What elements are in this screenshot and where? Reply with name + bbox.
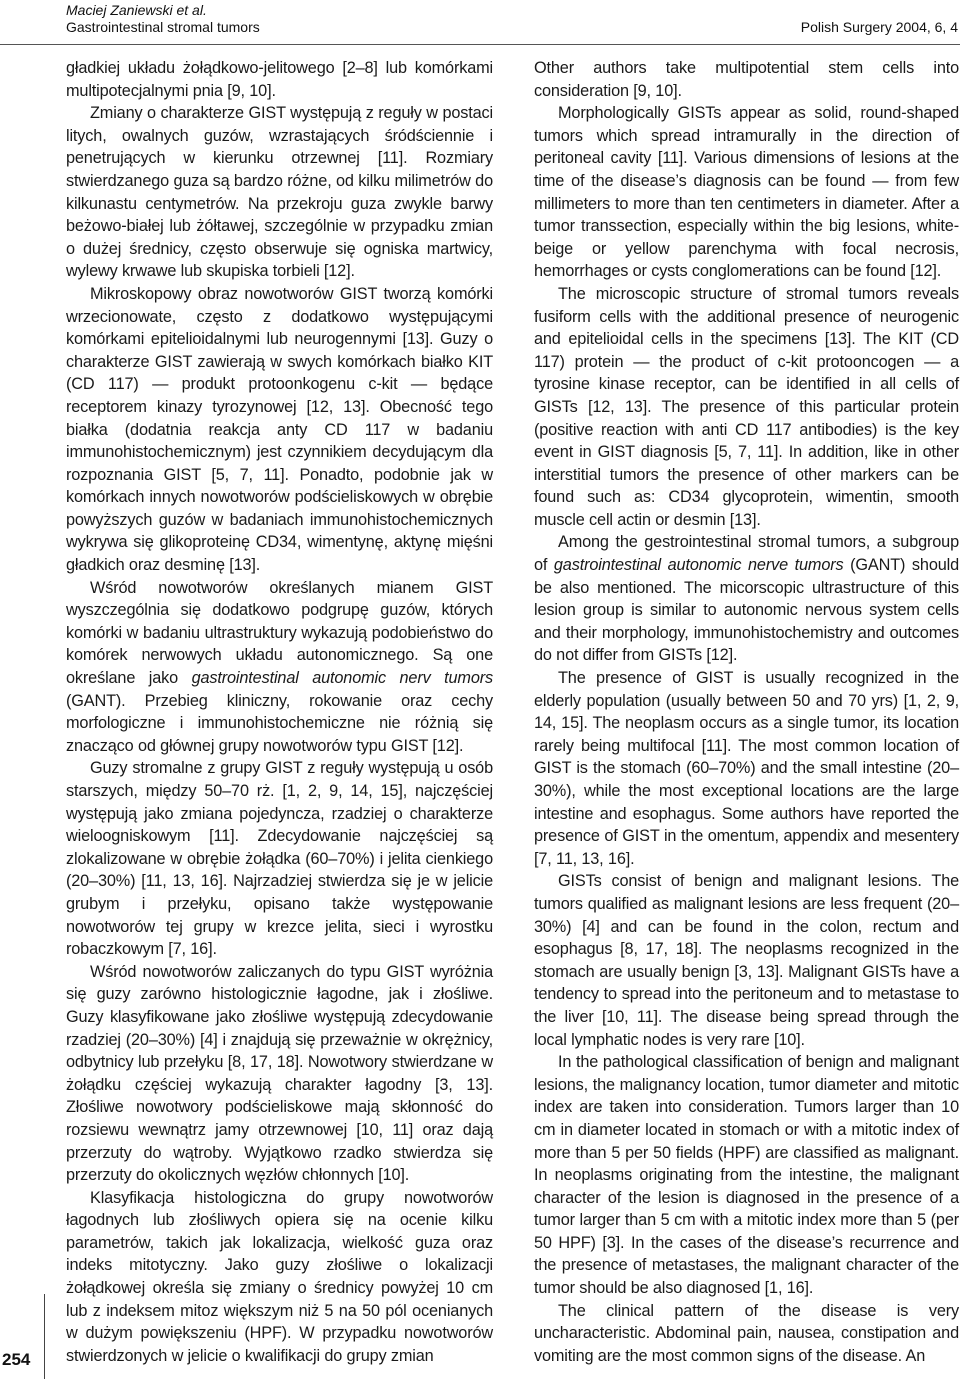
italic-term: gastrointestinal autonomic nerv tumors [191,669,493,688]
paragraph [66,577,493,758]
paragraph: Morphologically GISTs appear as solid, round-shaped tumors which spread intramurally in the direction of peritoneal cavity [11]. Various dimensions of lesions at the time of the disease’s diagnosis can be found — from few millimeters to more than ten centimeters in diameter. After a tumor transsection, especially within the big lesions, white-beige or yellow parenchyma with focal necrosis, hemorrhages or cysts conglomerations can be found [12]. [534,104,959,281]
paragraph: gładkiej układu żołądkowo-jelitowego [2–8] lub komórkami multipotecjalnymi pnia [9, 10]. [66,59,493,100]
paragraph-text: (GANT). Przebieg kliniczny, rokowanie oraz cechy morfologiczne i immunohistochemiczne nie różnią się znacząco od głównej grupy nowotworów typu GIST [12]. [66,691,493,755]
paragraph: The microscopic structure of stromal tumors reveals fusiform cells with the additional presence of neurogenic and epitelioidal cells in the specimens [13]. The KIT (CD 117) protein — the product of c-kit protooncogen — a tyrosine kinase receptor, can be identified in all cells of GISTs [12, 13]. The presence of this particular protein (positive reaction with anti CD 117 antibodies) is the key event in GIST diagnosis [5, 7, 11]. In addition, like in other interstitial tumors the presence of other markers can be found such as: CD34 glycoprotein, wimentin, smooth muscle cell actin or desmin [13]. [534,284,959,529]
running-header [0,0,960,45]
paragraph: Wśród nowotworów zaliczanych do typu GIST wyróżnia się guzy zarówno histologicznie łagodne, jak i złośliwe. Guzy klasyfikowane jako złośliwe występują zdecydowanie rzadziej (20–30%) [4] i znajdują się przeważnie w okrężnicy, odbytnicy lub przełyku [8, 17, 18]. Nowotwory stwierdzane w żołądku częściej wykazują charakter łagodny [3, 13]. Złośliwe nowotwory podścieliskowe mają skłonność do rozsiewu wewnątrz jamy otrzewnowej [10, 11] oraz dają przerzuty do wątroby. Wyjątkowo rzadko stwierdza się przerzuty do okolicznych węzłów chłonnych [10]. [66,962,493,1185]
paragraph: The presence of GIST is usually recognized in the elderly population (usually between 50 and 70 yrs) [1, 2, 9, 14, 15]. The neoplasm occurs as a single tumor, its location rarely being multifocal [11]. The most common location of GIST is the stomach (60–70%) and the small intestine (20–30%), while the most exceptional locations are the large intestine and esophagus. Some authors have reported the presence of GIST in the omentum, appendix and mesentery [7, 11, 13, 16]. [534,669,959,868]
paragraph-text: Among the gestrointestinal stromal tumors, a subgroup of [534,533,959,575]
paragraph-text: (GANT) should be also mentioned. The micorscopic ultrastructure of this lesion group is similar to autonomic nervous system cells and their morphology, immunohistochemistry and outcomes do not differ from GISTs [12]. [534,556,959,665]
paragraph: Guzy stromalne z grupy GIST z reguły występują u osób starszych, między 50–70 rż. [1, 2, 9, 14, 15], najczęściej występują jako zmiana pojedyncza, rzadziej o charakterze wieloogniskowym [11]. Zdecydowanie najczęściej są zlokalizowane w obrębie żołądka (60–70%) i jelita cienkiego (20–30%) [11, 13, 16]. Najrzadziej stwierdza się je w jelicie grubym i przełyku, opisano także występowanie nowotworów tej grupy w krezce jelita, sieci i wyrostku robaczkowym [7, 16]. [66,759,493,959]
article-title: Gastrointestinal stromal tumors [66,19,260,35]
italic-term: gastrointestinal autonomic nerve tumors [553,556,844,575]
paragraph-text: Wśród nowotworów określanych mianem GIST wyszczególnia się dodatkowo podgrupę guzów, których komórki w badaniu ultrastruktury wykazują podobieństwo do komórek nerwowych układu autonomicznego. Są one określane jako [66,578,493,688]
left-column [66,57,493,1367]
paragraph: Zmiany o charakterze GIST występują z reguły w postaci litych, owalnych guzów, wzrastających śródściennie i penetrujących w kierunku otrzewnej [11]. Rozmiary stwierdzanego guza są bardzo różne, od kilku milimetrów do kilkunastu centymetrów. Na przekroju guza zwykle barwy beżowo-białej lub żółtawej, szczególnie w przypadku zmian o dużej średnicy, często obserwuje się ogniska martwicy, wylewy krwawe lub skupiska torbieli [12]. [66,104,493,281]
paragraph: The clinical pattern of the disease is very uncharacteristic. Abdominal pain, nausea, constipation and vomiting are the most common signs of the disease. An [534,1301,959,1365]
header-left [66,2,260,36]
paragraph: In the pathological classification of benign and malignant lesions, the malignancy location, tumor diameter and mitotic index are taken into consideration. Tumors larger than 10 cm in diameter located in stomach or with a mitotic index of more than 5 per 50 fields (HPF) are classified as malignant. In neoplasms originating from the intestine, the malignant character of the lesion is diagnosed in the presence of a tumor larger than 5 cm with a mitotic index more than 5 (per 50 HPF) [3]. In the cases of the disease’s recurrence and the presence of metastases, the malignant character of the tumor should be also diagnosed [1, 16]. [534,1053,959,1298]
journal-citation: Polish Surgery 2004, 6, 4 [800,19,958,35]
page-number: 254 [2,1350,31,1369]
right-column [534,57,959,1367]
paragraph: Klasyfikacja histologiczna do grupy nowotworów łagodnych lub złośliwych opiera się na ocenie kilku parametrów, takich jak lokalizacja, wielkość guza oraz indeks mitotyczny. Jako guzy złośliwe o lokalizacji żołądkowej określa się zmiany o średnicy powyżej 10 cm lub z indeksem mitoz większym niż 5 na 50 pól ocenianych w dużym powiększeniu (HPF). W przypadku nowotworów stwierdzonych w jelicie o kwalifikacji do grupy zmian [66,1188,493,1365]
paragraph: Mikroskopowy obraz nowotworów GIST tworzą komórki wrzecionowate, często z dodatkowo występującymi komórkami epitelioidalnymi lub neurogennymi [13]. Guzy o charakterze GIST zawierają w swych komórkach białko KIT (CD 117) — produkt protoonkogenu c-kit — będące receptorem kinazy tyrozynowej [12, 13]. Obecność tego białka (dodatnia reakcja anty CD 117 w badaniu immunohistochemicznym) jest czynnikiem decydującym dla rozpoznania GIST [5, 7, 11]. Ponadto, podobnie jak w komórkach innych nowotworów podścieliskowych w obrębie powyższych guzów w badaniach immunohistochemicznych wykrywa się glikoproteinę CD34, wimentynę, aktynę mięśni gładkich oraz desminę [13]. [66,284,493,575]
paragraph: GISTs consist of benign and malignant lesions. The tumors qualified as malignant lesions are less frequent (20–30%) [4] and can be found in the colon, rectum and esophagus [8, 17, 18]. The neoplasms recognized in the stomach are usually benign [3, 13]. Malignant GISTs have a tendency to spread into the peritoneum and to metastase to the liver [10, 11]. The disease being spread through the local lymphatic nodes is very rare [10]. [534,872,959,1049]
paragraph: Other authors take multipotential stem cells into consideration [9, 10]. [534,59,959,100]
paragraph [534,531,959,667]
author-line: Maciej Zaniewski et al. [66,2,207,18]
page-number-rule [44,1294,45,1379]
